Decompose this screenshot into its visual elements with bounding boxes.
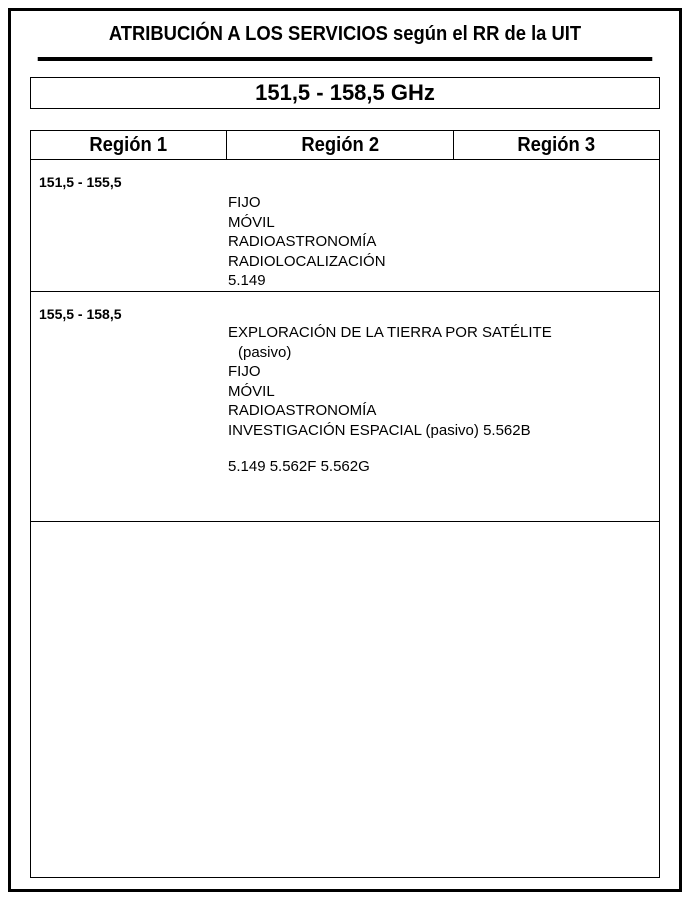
allocation-table: [30, 130, 660, 878]
service-item: RADIOLOCALIZACIÓN: [228, 252, 386, 270]
allocation-table-frame: [8, 8, 682, 892]
spacer: [228, 440, 552, 457]
column-header-region-1: Región 1: [31, 131, 227, 159]
service-item: INVESTIGACIÓN ESPACIAL (pasivo) 5.562B: [228, 421, 531, 439]
service-list: [228, 323, 552, 477]
band-label: 155,5 - 158,5: [39, 306, 122, 322]
service-item: MÓVIL: [228, 382, 275, 400]
footnote-refs: 5.149 5.562F 5.562G: [228, 458, 370, 475]
service-item: FIJO: [228, 363, 261, 380]
table-row: [31, 160, 659, 292]
service-item: RADIOASTRONOMÍA: [228, 402, 377, 419]
service-item: EXPLORACIÓN DE LA TIERRA POR SATÉLITE: [228, 324, 552, 341]
frequency-band-heading: 151,5 - 158,5 GHz: [30, 77, 660, 109]
table-row: [31, 292, 659, 522]
table-header-row: [31, 131, 659, 160]
service-item: RADIOASTRONOMÍA: [228, 233, 377, 250]
footnote-refs: 5.149: [228, 272, 266, 289]
service-item: FIJO: [228, 194, 261, 211]
service-item: MÓVIL: [228, 213, 275, 231]
band-label: 151,5 - 155,5: [39, 174, 122, 190]
column-header-region-3: Región 3: [517, 133, 596, 156]
service-qualifier: (pasivo): [238, 343, 292, 361]
column-header-region-2: Región 2: [227, 131, 454, 159]
page-title: ATRIBUCIÓN A LOS SERVICIOS según el RR de la UIT: [38, 11, 653, 61]
service-list: [228, 193, 386, 291]
